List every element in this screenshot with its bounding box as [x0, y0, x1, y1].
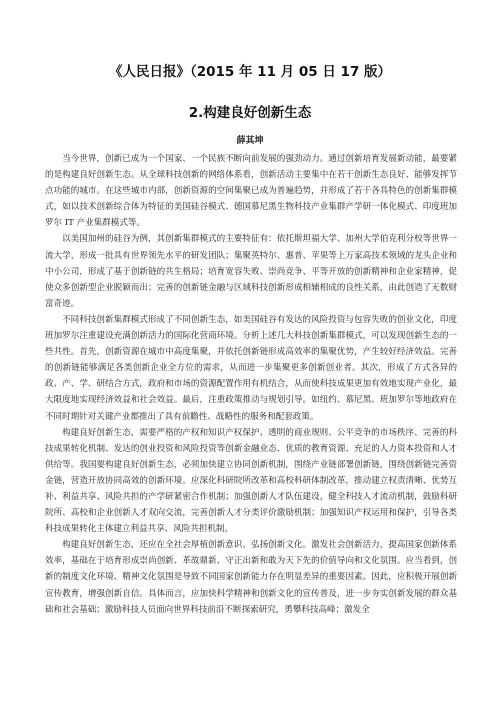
source-citation: 《人民日报》（2015 年 11 月 05 日 17 版）	[108, 64, 392, 80]
author-name: 薛其坤	[236, 136, 264, 146]
paragraph-3: 不同科技创新集群模式形成了不同创新生态，如美国硅谷有发达的风险投资与包容失败的创业文化，印度班加罗尔注重建设充满创新活力的国际化营商环境。分析上述几大科技创新集群模式，可以发现创新生态的一些共性。首先，创新资源在城市中高度集聚，并依托创新链形成高效率的集聚优势，产生较好经济效益。完善的创新链能够满足各类创新企业全方位的需求，从而进一步集聚更多创新创业者。其次，形成了方式各异的政、产、学、研结合方式，政府和市场的资源配置作用有机结合，从而使科技成果更加有效地实现产业化，最大限度地实现经济效益和社会效益。最后，注重政策推动与规划引导。如纽约、慕尼黑、班加罗尔等地政府在不同时期针对关键产业都推出了具有前瞻性、战略性的服务和配套政策。	[45, 314, 457, 422]
paragraph-4: 构建良好创新生态，需要严格的产权和知识产权保护、透明的商业规则、公平竞争的市场秩序、完善的科技成果转化机制、发达的创业投资和风险投资等创新金融业态、优质的教育资源、充足的人力资本投资和人才供给等。我国要构建良好创新生态，必须加快建立协同创新机制，围绕产业链部署创新链，围绕创新链完善资金链，营造开放协同高效的创新环境。应深化科研院所改革和高校科研体制改革，推动建立权责清晰、优势互补、利益共享、风险共担的产学研紧密合作机制；加强创新人才队伍建设，健全科技人才流动机制，鼓励科研院所、高校和企业创新人才双向交流，完善创新人才分类评价激励机制；加强知识产权运用和保护，引导各类科技成果转化主体建立利益共享、风险共担机制。	[45, 427, 457, 535]
paragraph-5: 构建良好创新生态，还应在全社会厚植创新意识、弘扬创新文化。激发社会创新活力，提高国家创新体系效率，基础在于培育形成崇尚创新、革故鼎新、守正出新和敢为天下先的价值导向和文化氛围。应当看到，创新的制度文化环境、精神文化氛围是导致不同国家创新能力存在明显差异的重要因素。因此，应积极开展创新宣传教育，增强创新自信。具体而言，应加快科学精神和创新文化的宣传普及，进一步夯实创新发展的群众基础和社会基础；激励科技人员面向世界科技前沿不断探索研究，勇攀科技高峰；激发全	[45, 540, 457, 615]
article-body	[45, 151, 457, 618]
paragraph-1: 当今世界，创新已成为一个国家、一个民族不断向前发展的强劲动力。通过创新培育发展新动能，最要紧的是构建良好创新生态。从全球科技创新的网络体系看，创新活动主要集中在若干创新生态良好、能够发挥节点功能的城市。在这些城市内部，创新资源的空间集聚已成为普遍趋势，并形成了若干各具特色的创新集群模式，如以技术创新综合体为特征的美国硅谷模式、德国慕尼黑生物科技产业集群产学研一体化模式、印度班加罗尔 IT 产业集群模式等。	[45, 154, 457, 229]
article-title: 2.构建良好创新生态	[188, 105, 312, 121]
paragraph-2: 以美国加州的硅谷为例，其创新集群模式的主要特征有：依托斯坦福大学、加州大学伯克利分校等世界一流大学，形成一批具有世界领先水平的研发团队；集聚英特尔、惠普、苹果等上万家高技术领域的龙头企业和中小公司，形成了基于创新链的共生格局；培育宽容失败、崇尚竞争、平等开放的创新精神和企业家精神，促使众多创新型企业脱颖而出；完善的创新链金融与区域科技创新形成相辅相成的良性关系，由此创造了无数财富奇迹。	[45, 234, 457, 309]
